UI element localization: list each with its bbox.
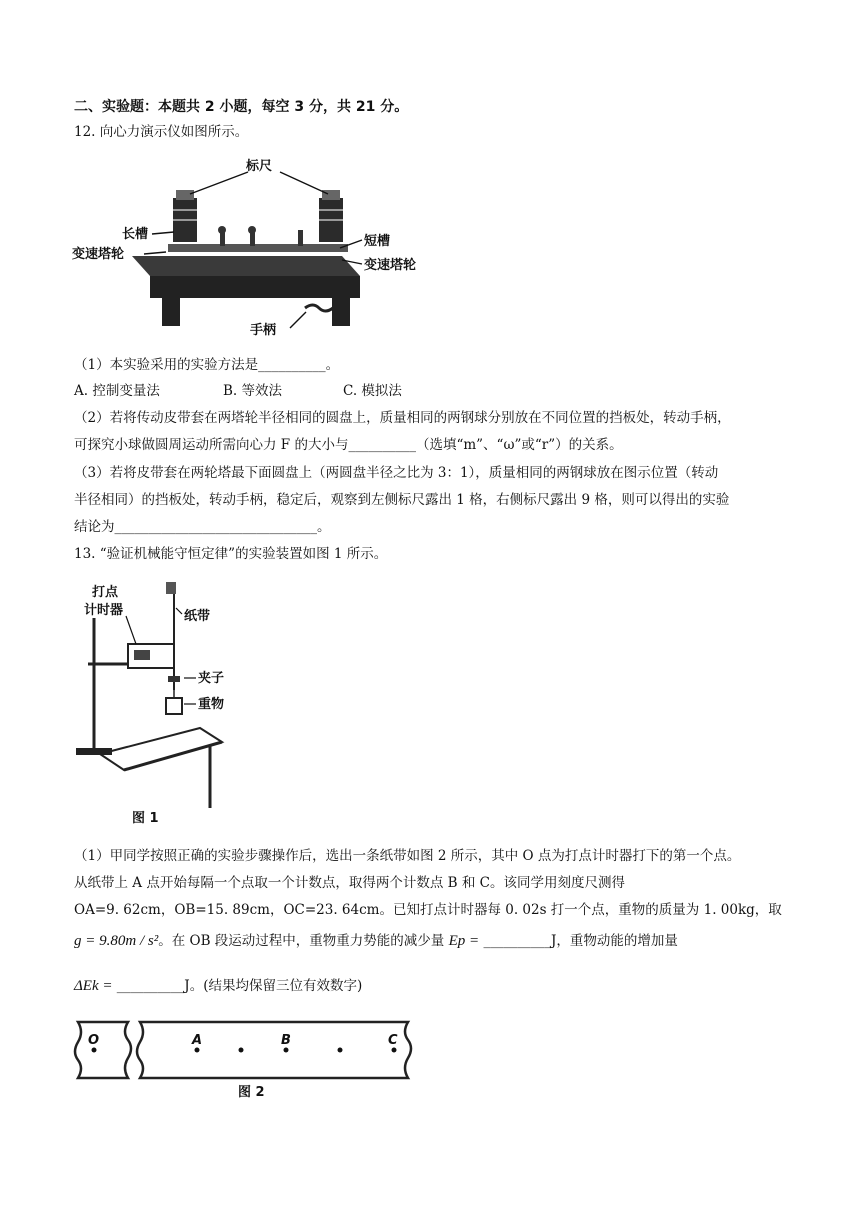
ep-formula: Ep = bbox=[448, 933, 480, 949]
label-short-slot: 短槽 bbox=[364, 234, 391, 249]
q13-sub1-line4-tail: __________J，重物动能的增加量 bbox=[483, 933, 678, 949]
g-formula: g = 9.80m / s² bbox=[74, 933, 159, 949]
point-a-label: A bbox=[192, 1033, 203, 1048]
figure2-caption: 图 2 bbox=[238, 1085, 265, 1100]
free-fall-apparatus-figure bbox=[70, 578, 242, 832]
q12-sub2-line1: （2）若将传动皮带套在两塔轮半径相同的圆盘上，质量相同的两钢球分别放在不同位置的挡板处，转动手柄， bbox=[74, 410, 731, 426]
figure1-caption: 图 1 bbox=[132, 811, 159, 826]
q13-sub1-line4 bbox=[74, 931, 678, 951]
label-long-slot: 长槽 bbox=[122, 227, 149, 242]
q12-sub3-line3: 结论为______________________________。 bbox=[74, 519, 331, 535]
label-right-tower: 变速塔轮 bbox=[364, 258, 417, 273]
label-timer-line2: 计时器 bbox=[84, 603, 124, 618]
centripetal-apparatus-figure bbox=[70, 148, 450, 344]
q12-option-c: C. 模拟法 bbox=[343, 383, 402, 399]
q13-sub1-line5 bbox=[74, 976, 362, 996]
q12-option-a: A. 控制变量法 bbox=[74, 383, 160, 399]
label-weight: 重物 bbox=[198, 697, 225, 712]
q12-sub3-line2: 半径相同）的挡板处，转动手柄，稳定后，观察到左侧标尺露出 1 格，右侧标尺露出 9 格，则可以得出的实验 bbox=[74, 492, 730, 508]
q13-stem: 13. “验证机械能守恒定律”的实验装置如图 1 所示。 bbox=[74, 546, 388, 562]
point-b-label: B bbox=[281, 1033, 291, 1048]
q13-sub1-line2: 从纸带上 A 点开始每隔一个点取一个计数点，取得两个计数点 B 和 C。该同学用刻度尺测得 bbox=[74, 875, 625, 891]
section-heading: 二、实验题：本题共 2 小题，每空 3 分，共 21 分。 bbox=[74, 99, 409, 115]
q13-sub1-line1: （1）甲同学按照正确的实验步骤操作后，选出一条纸带如图 2 所示，其中 O 点为打点计时器打下的第一个点。 bbox=[74, 848, 741, 864]
label-clamp: 夹子 bbox=[198, 671, 225, 686]
label-left-tower: 变速塔轮 bbox=[72, 247, 125, 262]
q13-sub1-line4-rest: 。在 OB 段运动过程中，重物重力势能的减少量 bbox=[158, 933, 445, 949]
label-tape: 纸带 bbox=[184, 609, 211, 624]
point-c-label: C bbox=[388, 1033, 398, 1048]
q12-sub2-line2: 可探究小球做圆周运动所需向心力 F 的大小与__________（选填“m”、“ω”或“r”）的关系。 bbox=[74, 437, 623, 453]
label-ruler: 标尺 bbox=[246, 159, 273, 174]
q13-sub1-line3: OA=9. 62cm，OB=15. 89cm，OC=23. 64cm。已知打点计时器每 0. 02s 打一个点，重物的质量为 1. 00kg，取 bbox=[74, 902, 782, 918]
label-timer-line1: 打点 bbox=[92, 585, 119, 600]
q12-option-b: B. 等效法 bbox=[223, 383, 283, 399]
q12-sub3-line1: （3）若将皮带套在两轮塔最下面圆盘上（两圆盘半径之比为 3：1），质量相同的两钢球放在图示位置（转动 bbox=[74, 465, 719, 481]
label-handle: 手柄 bbox=[250, 323, 277, 338]
point-o-label: O bbox=[88, 1033, 100, 1048]
q12-sub1: （1）本实验采用的实验方法是__________。 bbox=[74, 357, 340, 373]
ek-formula: ΔEk = bbox=[74, 978, 113, 994]
paper-tape-figure bbox=[70, 1016, 416, 1100]
q12-stem: 12. 向心力演示仪如图所示。 bbox=[74, 124, 249, 140]
q13-sub1-line5-tail: __________J。(结果均保留三位有效数字) bbox=[116, 978, 363, 994]
